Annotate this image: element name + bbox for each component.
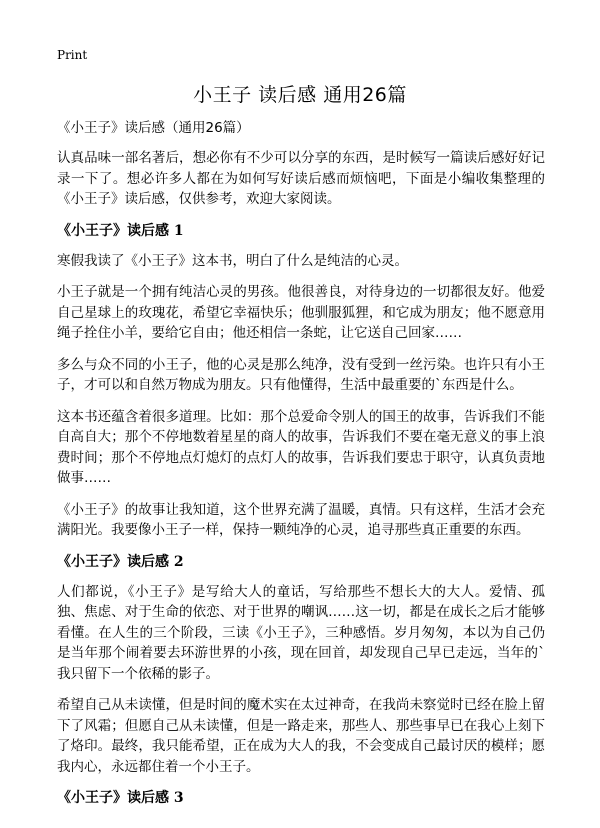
page-title: 小王子 读后感 通用26篇 — [193, 84, 407, 106]
paragraph: 寒假我读了《小王子》这本书，明白了什么是纯洁的心灵。 — [57, 252, 408, 269]
document-subtitle: 《小王子》读后感（通用26篇） — [57, 120, 250, 136]
section-heading: 《小王子》读后感 1 — [57, 222, 184, 239]
print-label: Print — [57, 48, 88, 62]
paragraph: 《小王子》的故事让我知道，这个世界充满了温暖，真情。只有这样，生活才会充满阳光。我要像小王子一样，保持一颗纯净的心灵，追寻那些真正重要的东西。 — [57, 501, 545, 538]
intro-paragraph: 认真品味一部名著后，想必你有不少可以分享的东西，是时候写一篇读后感好好记录一下了。想必许多人都在为如何写好读后感而烦恼吧，下面是小编收集整理的《小王子》读后感，仅供参考，欢迎大家阅读。 — [57, 150, 545, 207]
paragraph: 希望自己从未读懂，但是时间的魔术实在太过神奇，在我尚未察觉时已经在脸上留下了风霜；但愿自己从未读懂，但是一路走来，那些人、那些事早已在我心上刻下了烙印。最终，我只能希望，正在成为大人的我，不会变成自己最讨厌的模样；愿我内心，永远都住着一个小王子。 — [57, 697, 545, 775]
section-heading: 《小王子》读后感 3 — [57, 790, 184, 806]
paragraph: 这本书还蕴含着很多道理。比如：那个总爱命令别人的国王的故事，告诉我们不能自高自大；那个不停地数着星星的商人的故事，告诉我们不要在毫无意义的事上浪费时间；那个不停地点灯熄灯的点灯人的故事，告诉我们要忠于职守，认真负责地做事…… — [57, 408, 545, 486]
paragraph: 小王子就是一个拥有纯洁心灵的男孩。他很善良，对待身边的一切都很友好。他爱自己星球上的玫瑰花，希望它幸福快乐；他驯服狐狸，和它成为朋友；他不愿意用绳子拴住小羊，要给它自由；他还相信一条蛇，让它送自己回家…… — [57, 284, 545, 341]
paragraph: 多么与众不同的小王子，他的心灵是那么纯净，没有受到一丝污染。也许只有小王子，才可以和自然万物成为朋友。只有他懂得，生活中最重要的`东西是什么。 — [57, 356, 545, 393]
section-heading: 《小王子》读后感 2 — [57, 553, 184, 570]
paragraph: 人们都说，《小王子》是写给大人的童话，写给那些不想长大的大人。爱情、孤独、焦虑、对于生命的依恋、对于世界的嘲讽……这一切，都是在成长之后才能够看懂。在人生的三个阶段，三读《小王子》，三种感悟。岁月匆匆，本以为自己仍是当年那个闹着要去环游世界的小孩，现在回首，却发现自己早已走远，当年的`我只留下一个依稀的影子。 — [57, 583, 545, 682]
document-body — [57, 119, 545, 818]
